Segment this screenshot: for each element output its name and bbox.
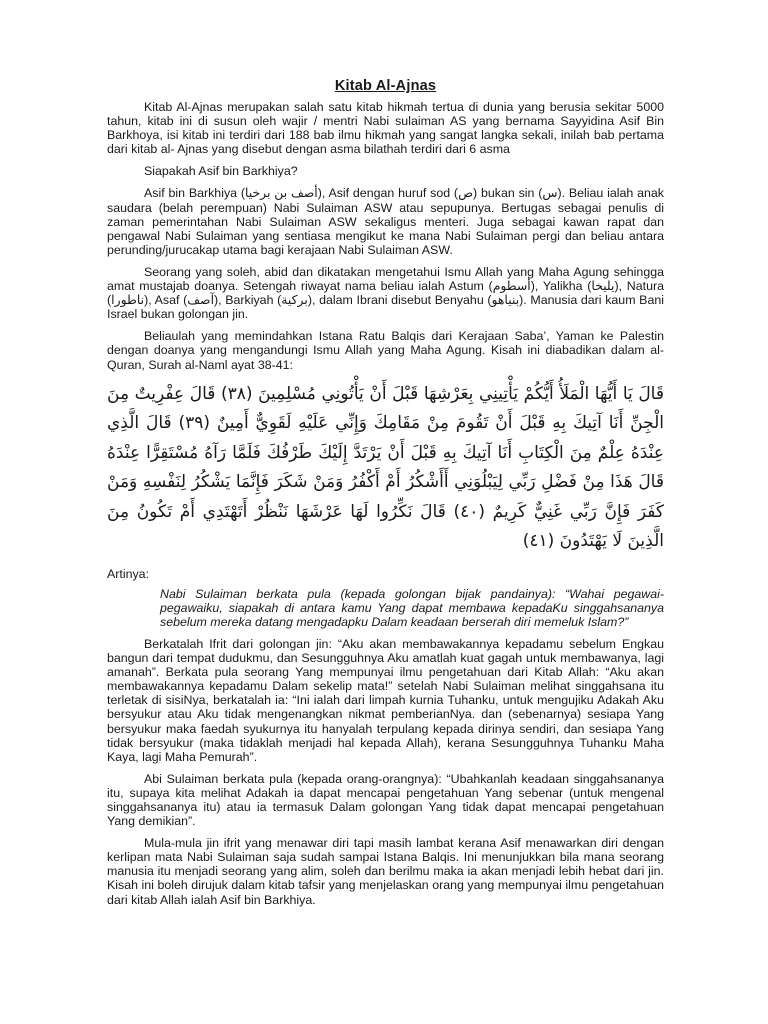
paragraph-conclusion: Mula-mula jin ifrit yang menawar diri tapi masih lambat kerana Asif menawarkan diri dengan kerlipan mata Nabi Sulaiman saja sudah sampai Istana Balqis. Ini menunjukkan bila mana seorang manusia itu menjadi seorang yang alim, soleh dan berilmu maka ia akan menjadi lebih hebat dari jin. Kisah ini boleh dirujuk dalam kitab tafsir yang menjelaskan orang yang mempunyai ilmu pengetahuan dari kitab Allah ialah Asif bin Barkhiya. bbox=[107, 836, 664, 907]
translation-label: Artinya: bbox=[107, 566, 150, 581]
document-title: Kitab Al-Ajnas bbox=[334, 78, 437, 94]
translation-quote: Nabi Sulaiman berkata pula (kepada golongan bijak pandainya): “Wahai pegawai-pegawaiku, siapakah di antara kamu Yang dapat membawa kepadaKu singgahsananya sebelum mereka datang mengadapku Dalam keadaan berserah diri memeluk Islam?” bbox=[160, 586, 664, 629]
paragraph-balqis-palace: Beliaulah yang memindahkan Istana Ratu Balqis dari Kerajaan Saba’, Yaman ke Palestin dengan doanya yang mengandungi Ismu Allah yang Maha Agung. Kisah ini diabadikan dalam al-Quran, Surah al-Naml ayat 38-41: bbox=[107, 329, 664, 372]
paragraph-abi-sulaiman: Abi Sulaiman berkata pula (kepada orang-orangnya): “Ubahkanlah keadaan singgahsananya itu, supaya kita melihat Adakah ia dapat mencapai pengetahuan Yang sebenar (untuk mengenal singgahsananya itu) atau ia termasuk Dalam golongan Yang tidak dapat mencapai pengetahuan Yang demikian”. bbox=[107, 771, 664, 829]
paragraph-intro: Kitab Al-Ajnas merupakan salah satu kitab hikmah tertua di dunia yang berusia sekitar 5000 tahun, kitab ini di susun oleh wajir / mentri Nabi sulaiman AS yang bernama Sayyidina Asif Bin Barkhoya, isi kitab ini terdiri dari 188 bab ilmu hikmah yang sangat langka sekali, inilah bab pertama dari kitab al- Ajnas yang disebut dengan asma bilathah terdiri dari 6 asma bbox=[107, 100, 664, 157]
paragraph-asif-names: Seorang yang soleh, abid dan dikatakan mengetahui Ismu Allah yang Maha Agung sehingga amat mustajab doanya. Setengah riwayat nama beliau ialah Astum (أسطوم), Yalikha (يليخا), Natura (ناطورا), Asaf (آصف), Barkiyah (بركية), dalam Ibrani disebut Benyahu (بنياهو). Manusia dari kaum Bani Israel bukan golongan jin. bbox=[107, 264, 664, 322]
arabic-verse-an-naml: قَالَ يَا أَيُّهَا الْمَلَأُ أَيُّكُمْ يَأْتِينِي بِعَرْشِهَا قَبْلَ أَنْ يَأْتُونِي مُسْلِمِينَ (٣٨) قَالَ عِفْرِيتٌ مِنَ الْجِنِّ أَنَا آتِيكَ بِهِ قَبْلَ أَنْ تَقُومَ مِنْ مَقَامِكَ وَإِنِّي عَلَيْهِ لَقَوِيٌّ أَمِينٌ (٣٩) قَالَ الَّذِي عِنْدَهُ عِلْمٌ مِنَ الْكِتَابِ أَنَا آتِيكَ بِهِ قَبْلَ أَنْ يَرْتَدَّ إِلَيْكَ طَرْفُكَ فَلَمَّا رَآهُ مُسْتَقِرًّا عِنْدَهُ قَالَ هَذَا مِنْ فَضْلِ رَبِّي لِيَبْلُوَنِي أَأَشْكُرُ أَمْ أَكْفُرُ وَمَنْ شَكَرَ فَإِنَّمَا يَشْكُرُ لِنَفْسِهِ وَمَنْ كَفَرَ فَإِنَّ رَبِّي غَنِيٌّ كَرِيمٌ (٤٠) قَالَ نَكِّرُوا لَهَا عَرْشَهَا نَنْظُرْ أَتَهْتَدِي أَمْ تَكُونُ مِنَ الَّذِينَ لَا يَهْتَدُونَ (٤١) bbox=[107, 383, 664, 552]
paragraph-question: Siapakah Asif bin Barkhiya? bbox=[144, 164, 298, 179]
paragraph-asif-profile: Asif bin Barkhiya (أصف بن برخيا), Asif dengan huruf sod (ص) bukan sin (س). Beliau ialah anak saudara (belah perempuan) Nabi Sulaiman ASW atau sepupunya. Bertugas sebagai penulis di zaman pemerintahan Nabi Sulaiman ASW sekaligus menteri. Juga sebagai kawan rapat dan pengawal Nabi Sulaiman yang sentiasa mengikut ke mana Nabi Sulaiman pergi dan beliau antara perunding/jurucakap utama bagi kerajaan Nabi Sulaiman ASW. bbox=[107, 186, 665, 257]
paragraph-ifrit: Berkatalah Ifrit dari golongan jin: “Aku akan membawakannya kepadamu sebelum Engkau bangun dari tempat dudukmu, dan Sesungguhnya Aku amatlah kuat gagah untuk membawanya, lagi amanah”. Berkata pula seorang Yang mempunyai ilmu pengetahuan dari Kitab Allah: “Aku akan membawakannya kepadamu Dalam sekelip mata!” setelah Nabi Sulaiman melihat singgahsana itu terletak di sisiNya, berkatalah ia: “Ini ialah dari limpah kurnia Tuhanku, untuk mengujiku Adakah Aku bersyukur atau Aku tidak mengenangkan nikmat pemberianNya. dan (sebenarnya) sesiapa Yang bersyukur maka faedah syukurnya itu hanyalah terpulang kepada dirinya sendiri, dan sesiapa Yang tidak bersyukur (maka tidaklah menjadi hal kepada Allah), kerana Sesungguhnya Tuhanku Maha Kaya, lagi Maha Pemurah”. bbox=[107, 636, 664, 764]
